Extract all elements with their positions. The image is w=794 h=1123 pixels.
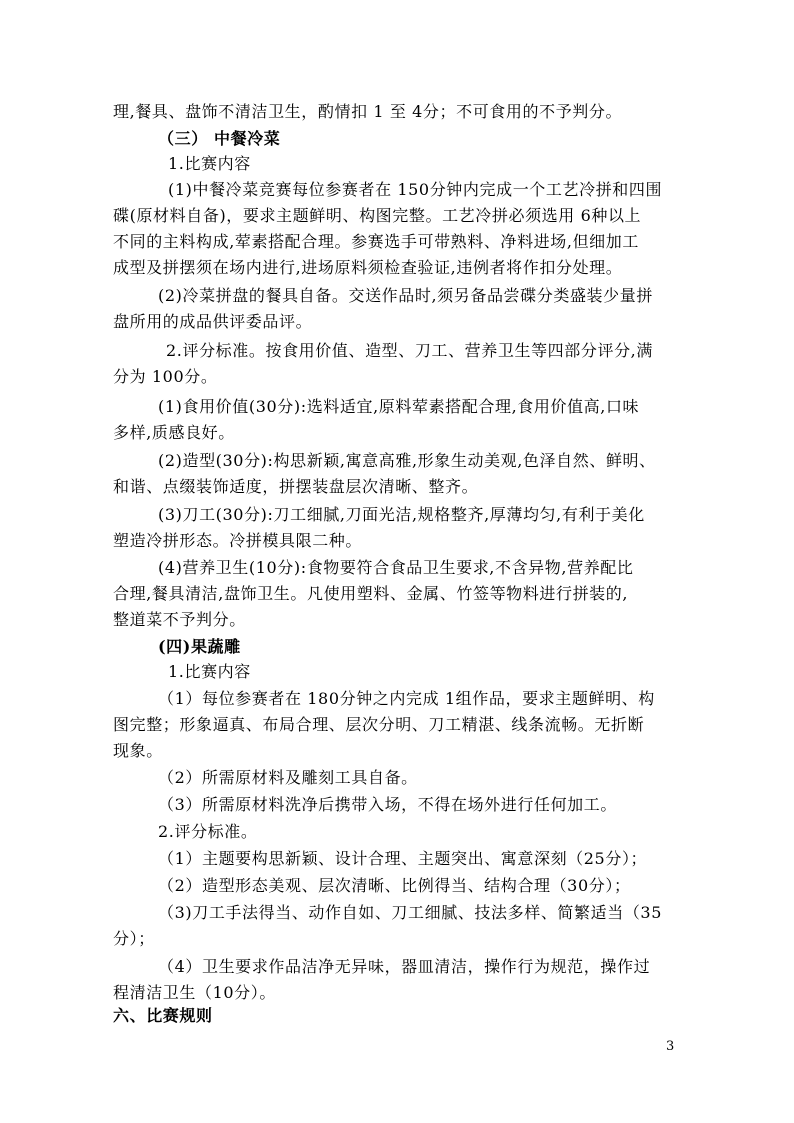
subheading: 2.评分标准。	[158, 822, 258, 841]
text-line: (4)营养卫生(10分):食物要符合食品卫生要求,不含异物,营养配比	[158, 558, 634, 577]
subheading: 1.比赛内容	[168, 154, 251, 173]
text-line: 现象。	[113, 741, 163, 760]
text-line: （2）造型形态美观、层次清晰、比例得当、结构合理（30分）；	[158, 876, 631, 895]
text-line: (2)冷菜拼盘的餐具自备。交送作品时,须另备品尝碟分类盛装少量拼	[158, 286, 653, 305]
text-line: 和谐、点缀装饰适度，拼摆装盘层次清晰、整齐。	[113, 477, 479, 496]
text-line: 理,餐具、盘饰不清洁卫生，酌情扣 1 至 4分；不可食用的不予判分。	[113, 102, 623, 121]
text-line: 多样,质感良好。	[113, 423, 235, 442]
text-line: (1)食用价值(30分):选料适宜,原料荤素搭配合理,食用价值高,口味	[158, 397, 640, 416]
text-line: 程清洁卫生（10分）。	[113, 983, 276, 1002]
text-line: （2）所需原材料及雕刻工具自备。	[158, 768, 418, 787]
text-line: 碟(原材料自备)，要求主题鲜明、构图完整。工艺冷拼必须选用 6种以上	[113, 206, 642, 225]
text-line: (1)中餐冷菜竞赛每位参赛者在 150分钟内完成一个工艺冷拼和四围	[168, 180, 663, 199]
text-line: 不同的主料构成,荤素搭配合理。参赛选手可带熟料、净料进场,但细加工	[113, 232, 639, 251]
text-line: 成型及拼摆须在场内进行,进场原料须检查验证,违例者将作扣分处理。	[113, 258, 623, 277]
text-line: （3)刀工手法得当、动作自如、刀工细腻、技法多样、简繁适当（35	[158, 903, 662, 922]
text-line: 塑造冷拼形态。冷拼模具限二种。	[113, 531, 363, 550]
page-number: 3	[666, 1039, 675, 1054]
text-line: (2)造型(30分):构思新颖,寓意高雅,形象生动美观,色泽自然、鲜明、	[158, 451, 656, 470]
text-line: 合理,餐具清洁,盘饰卫生。凡使用塑料、金属、竹签等物料进行拼装的,	[113, 584, 629, 603]
text-line: （1）主题要构思新颖、设计合理、主题突出、寓意深刻（25分）；	[158, 849, 648, 868]
section-heading: 六、比赛规则	[113, 1006, 213, 1025]
text-line: （4）卫生要求作品洁净无异味，器皿清洁，操作行为规范，操作过	[158, 957, 651, 976]
text-line: 2.评分标准。按食用价值、造型、刀工、营养卫生等四部分评分,满	[166, 341, 653, 360]
text-line: （1）每位参赛者在 180分钟之内完成 1组作品，要求主题鲜明、构	[158, 689, 655, 708]
text-line: 整道菜不予判分。	[113, 610, 246, 629]
text-line: 分）；	[113, 929, 155, 948]
subheading: 1.比赛内容	[168, 662, 251, 681]
text-line: （3）所需原材料洗净后携带入场，不得在场外进行任何加工。	[158, 795, 617, 814]
text-line: 分为 100分。	[113, 367, 218, 386]
text-line: (3)刀工(30分):刀工细腻,刀面光洁,规格整齐,厚薄均匀,有利于美化	[158, 505, 645, 524]
section-heading: （三） 中餐冷菜	[158, 129, 281, 148]
text-line: 盘所用的成品供评委品评。	[113, 312, 313, 331]
section-heading: (四)果蔬雕	[158, 637, 241, 656]
text-line: 图完整；形象逼真、布局合理、层次分明、刀工精湛、线条流畅。无折断	[113, 715, 645, 734]
